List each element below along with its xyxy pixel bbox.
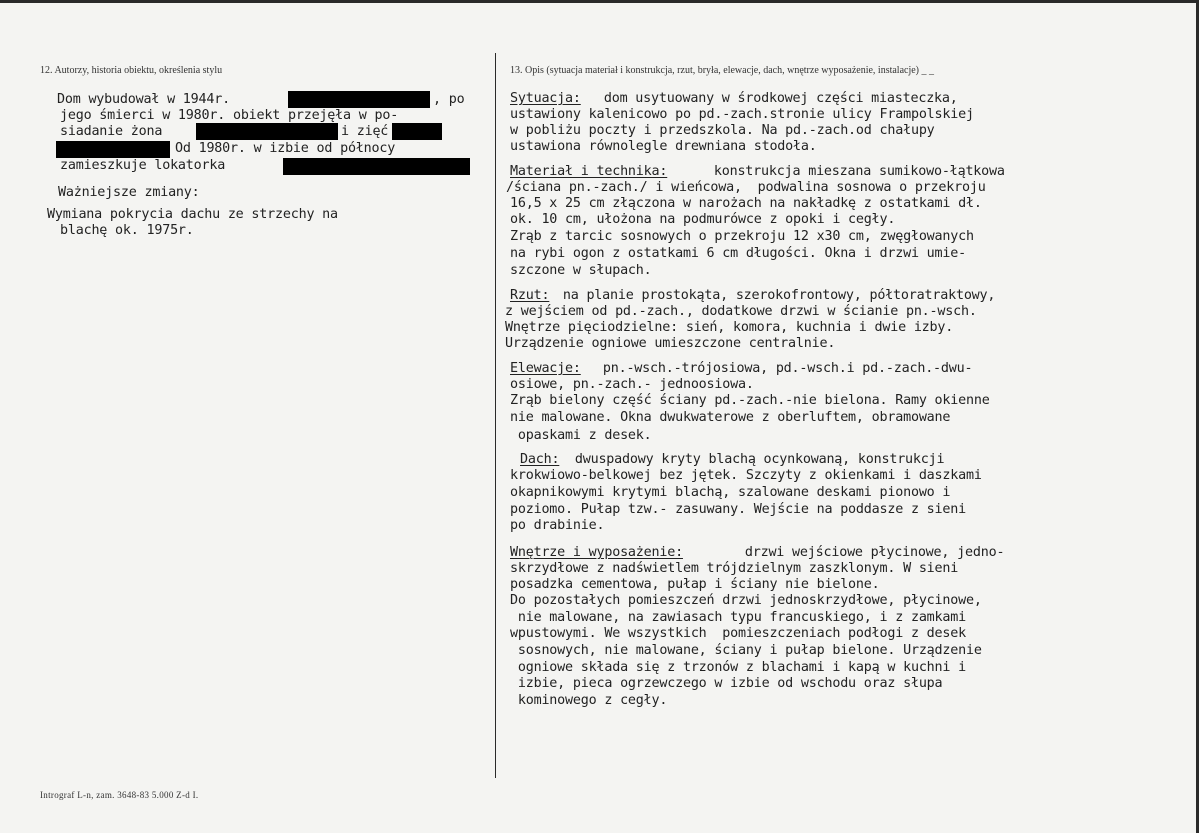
history-line-3: siadanie żona — [60, 124, 163, 139]
elevations-line: nie malowane. Okna dwukwaterowe z oberluftem, obramowane — [510, 410, 951, 425]
situation-label: Sytuacja: — [510, 91, 581, 106]
elevations-line: pn.-wsch.-trójosiowa, pd.-wsch.i pd.-zach.-dwu- — [595, 361, 973, 376]
material-line: 16,5 x 25 cm złączona w narożach na nakładkę z ostatkami dł. — [510, 196, 982, 211]
changes-title: Ważniejsze zmiany: — [58, 185, 200, 200]
redaction — [283, 158, 470, 175]
roof-line: dwuspadowy kryty blachą ocynkowaną, konstrukcji — [567, 452, 945, 467]
plan-line: na planie prostokąta, szerokofrontowy, półtoratraktowy, — [555, 288, 996, 303]
redaction — [196, 123, 338, 140]
redaction — [288, 91, 430, 108]
history-line-1b: , po — [433, 92, 465, 107]
situation-line: ustawiony kalenicowo po pd.-zach.stronie ulicy Frampolskiej — [510, 107, 974, 122]
changes-line-2: blachę ok. 1975r. — [60, 223, 194, 238]
elevations-label: Elewacje: — [510, 361, 581, 376]
interior-line: kominowego z cegły. — [510, 693, 668, 708]
history-line-1: Dom wybudował w 1944r. — [57, 92, 230, 107]
interior-line: nie malowane, na zawiasach typu francuskiego, i z zamkami — [510, 610, 966, 625]
interior-line: skrzydłowe z nadświetlem trójdzielnym zaszklonym. W sieni — [510, 561, 959, 576]
material-label: Materiał i technika: — [510, 164, 668, 179]
history-line-4: Od 1980r. w izbie od północy — [175, 141, 396, 156]
roof-line: okapnikowymi krytymi blachą, szalowane deskami pionowo i — [510, 485, 951, 500]
roof-label: Dach: — [520, 452, 560, 467]
interior-line: izbie, pieca ogrzewczego w izbie od wschodu oraz słupa — [510, 676, 943, 691]
elevations-line: Zrąb bielony część ściany pd.-zach.-nie bielona. Ramy okienne — [510, 393, 990, 408]
history-line-5: zamieszkuje lokatorka — [60, 158, 226, 173]
plan-line: Wnętrze pięciodzielne: sień, komora, kuchnia i dwie izby. — [505, 320, 954, 335]
redaction — [392, 123, 442, 140]
interior-line: wpustowymi. We wszystkich pomieszczeniach podłogi z desek — [510, 626, 966, 641]
roof-line: krokwiowo-belkowej bez jętek. Szczyty z okienkami i daszkami — [510, 468, 982, 483]
material-line: ok. 10 cm, ułożona na podmurówce z opoki i cegły. — [510, 212, 896, 227]
plan-line: z wejściem od pd.-zach., dodatkowe drzwi w ścianie pn.-wsch. — [505, 304, 977, 319]
material-line: Zrąb z tarcic sosnowych o przekroju 12 x30 cm, zwęgłowanych — [510, 229, 974, 244]
section-13-header: 13. Opis (sytuacja materiał i konstrukcja, rzut, bryła, elewacje, dach, wnętrze wyposażenie, instalacje) _ _ — [510, 65, 934, 76]
material-line: konstrukcja mieszana sumikowo-łątkowa — [706, 164, 1005, 179]
elevations-line: opaskami z desek. — [510, 428, 652, 443]
section-12-header: 12. Autorzy, historia obiektu, określenia stylu — [40, 65, 223, 76]
interior-line: sosnowych, nie malowane, ściany i pułap bielone. Urządzenie — [510, 643, 982, 658]
material-line: /ściana pn.-zach./ i wieńcowa, podwalina sosnowa o przekroju — [506, 180, 986, 195]
material-line: na rybi ogon z ostatkami 6 cm długości. Okna i drzwi umie- — [510, 246, 966, 261]
interior-line: drzwi wejściowe płycinowe, jedno- — [737, 545, 1005, 560]
elevations-line: osiowe, pn.-zach.- jednoosiowa. — [510, 377, 754, 392]
interior-line: posadzka cementowa, pułap i ściany nie bielone. — [510, 577, 880, 592]
situation-line: ustawiona równolegle drewniana stodoła. — [510, 139, 817, 154]
roof-line: po drabinie. — [510, 518, 605, 533]
printer-footer: Intrograf L-n, zam. 3648-83 5.000 Z-d I. — [40, 790, 199, 800]
situation-line: dom usytuowany w środkowej części miasteczka, — [596, 91, 958, 106]
history-line-2: jego śmierci w 1980r. obiekt przejęła w po- — [60, 108, 399, 123]
plan-line: Urządzenie ogniowe umieszczone centralnie. — [505, 336, 836, 351]
interior-label: Wnętrze i wyposażenie: — [510, 545, 683, 560]
history-line-3b: i zięć — [341, 124, 389, 139]
situation-line: w pobliżu poczty i przedszkola. Na pd.-zach.od chałupy — [510, 123, 935, 138]
changes-line-1: Wymiana pokrycia dachu ze strzechy na — [47, 207, 338, 222]
interior-line: ogniowe składa się z trzonów z blachami i kapą w kuchni i — [510, 660, 966, 675]
plan-label: Rzut: — [510, 288, 550, 303]
column-divider — [495, 53, 496, 778]
material-line: szczone w słupach. — [510, 263, 652, 278]
redaction — [56, 141, 170, 158]
roof-line: poziomo. Pułap tzw.- zasuwany. Wejście na poddasze z sieni — [510, 502, 966, 517]
interior-line: Do pozostałych pomieszczeń drzwi jednoskrzydłowe, płycinowe, — [510, 593, 982, 608]
